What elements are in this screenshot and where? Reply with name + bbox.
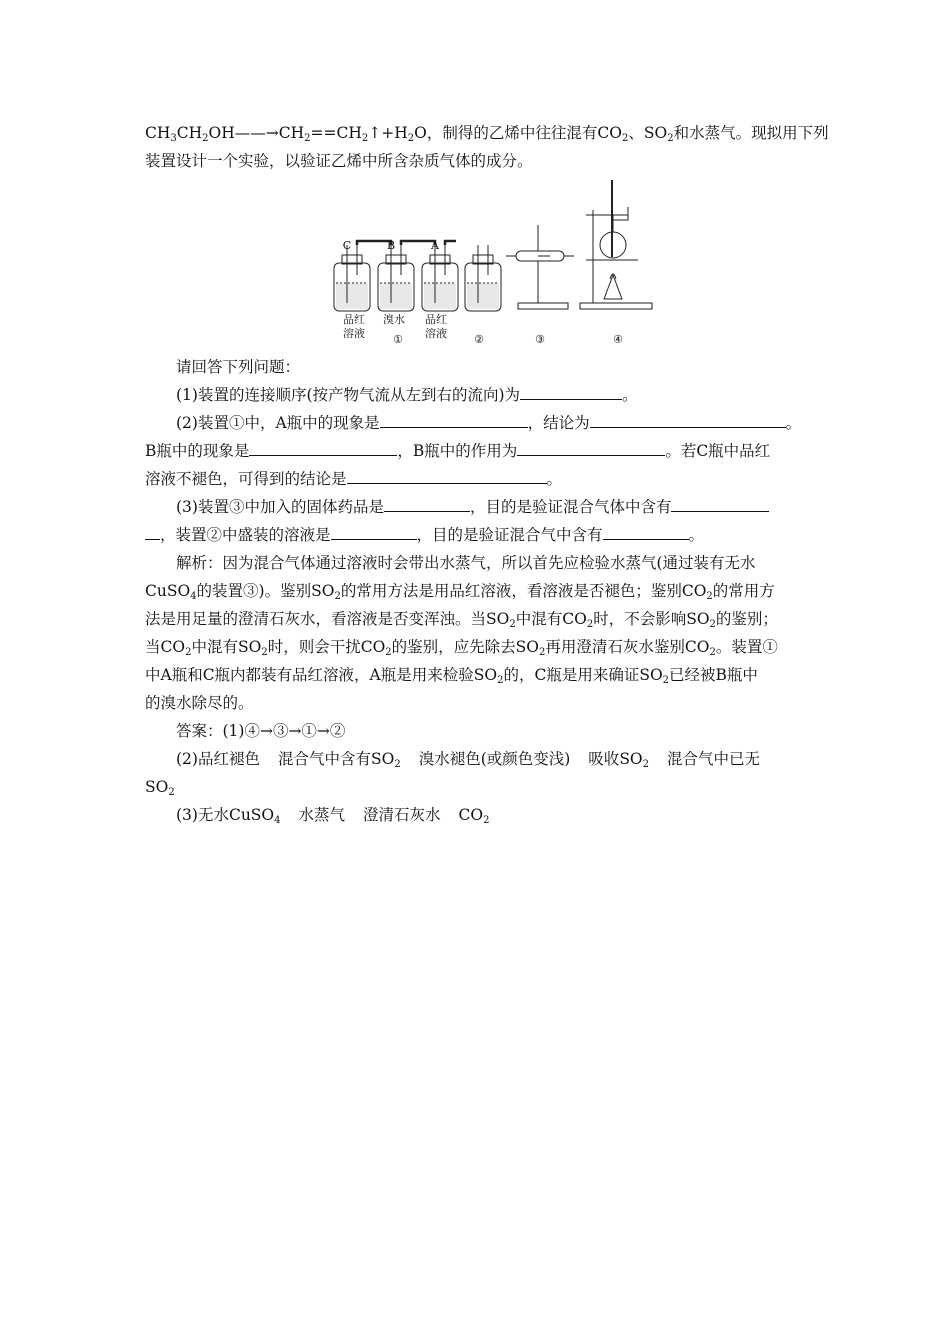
device-num-4: ④ — [613, 333, 623, 346]
liquid-label-c-2: 溶液 — [343, 327, 365, 340]
answer-line-3: (3)无水CuSO$_4$ 水蒸气 澄清石灰水 $CO_2$ — [176, 806, 490, 826]
bottle-2 — [465, 245, 501, 311]
analysis-line-5: 中A瓶和C瓶内都装有品红溶液，A瓶是用来检验$SO_2$的，C瓶是用来确证$SO_2$已经被B瓶中 — [145, 666, 758, 686]
liquid-label-a-1: 品红 — [425, 313, 447, 326]
intro-line-1: $CH_3CH_2OH——\to CH_2==CH_2↑+H_2O$，制得的乙烯中往往混有$CO_2$、$SO_2$和水蒸气。现拟用下列 — [145, 124, 829, 144]
device-num-2: ② — [474, 333, 484, 346]
answer-blank — [331, 525, 417, 540]
answer-blank — [671, 497, 769, 512]
question-1: (1)装置的连接顺序(按产物气流从左到右的流向)为 。 — [176, 386, 638, 404]
answer-line-2-cont: $SO_2$ — [145, 778, 175, 798]
drying-tube-stand — [506, 225, 574, 309]
answer-blank — [347, 469, 547, 484]
analysis-line-2: CuSO$_4$的装置③)。鉴别$SO_2$的常用方法是用品红溶液，看溶液是否褪色；鉴别$CO_2$的常用方 — [145, 582, 775, 602]
flask-apparatus — [580, 180, 652, 309]
intro-line-2: 装置设计一个实验，以验证乙烯中所含杂质气体的成分。 — [145, 152, 533, 170]
liquid-label-b: 溴水 — [383, 313, 405, 326]
answer-blank — [384, 497, 470, 512]
bottle-label-b: B — [386, 239, 396, 252]
question-3-line-1: (3)装置③中加入的固体药品是 ，目的是验证混合气体中含有 — [176, 497, 769, 517]
question-2-line-3: 溶液不褪色，可得到的结论是 。 — [145, 470, 563, 488]
question-2-line-1: (2)装置①中，A瓶中的现象是 ，结论为 。 — [176, 414, 802, 432]
answer-blank — [590, 413, 786, 428]
question-2-line-2: B瓶中的现象是 ，B瓶中的作用为 。若C瓶中品红 — [145, 442, 771, 460]
bottle-label-a: A — [431, 239, 439, 252]
answer-blank — [517, 441, 665, 456]
answer-blank — [380, 413, 528, 428]
apparatus-figure — [328, 175, 653, 347]
analysis-line-1: 解析：因为混合气体通过溶液时会带出水蒸气，所以首先应检验水蒸气(通过装有无水 — [176, 554, 756, 572]
answer-blank — [603, 525, 689, 540]
bottle-c — [334, 245, 370, 311]
liquid-label-a-2: 溶液 — [425, 327, 447, 340]
bottle-a — [422, 245, 458, 311]
bottle-b — [378, 245, 414, 311]
device-num-3: ③ — [535, 333, 545, 346]
question-3-line-2: ，装置②中盛装的溶液是 ，目的是验证混合气中含有 。 — [145, 525, 704, 545]
liquid-label-c-1: 品红 — [343, 313, 365, 326]
device-num-1: ① — [393, 333, 403, 346]
answer-line-2: (2)品红褪色 混合气中含有$SO_2$ 溴水褪色(或颜色变浅) 吸收$SO_2$ 混合气中已无 — [176, 750, 761, 770]
answer-line-1: 答案：(1)④→③→①→② — [176, 722, 346, 740]
bottle-label-c: C — [342, 239, 352, 252]
answer-blank — [249, 441, 397, 456]
analysis-line-3: 法是用足量的澄清石灰水，看溶液是否变浑浊。当$SO_2$中混有$CO_2$时，不会影响$SO_2$的鉴别； — [145, 610, 778, 630]
answer-blank — [145, 525, 160, 540]
analysis-line-4: 当$CO_2$中混有$SO_2$时，则会干扰$CO_2$的鉴别，应先除去$SO_2$再用澄清石灰水鉴别$CO_2$。装置① — [145, 638, 778, 658]
questions-prompt: 请回答下列问题： — [176, 358, 301, 376]
analysis-line-6: 的溴水除尽的。 — [145, 694, 254, 712]
answer-blank — [520, 385, 622, 400]
